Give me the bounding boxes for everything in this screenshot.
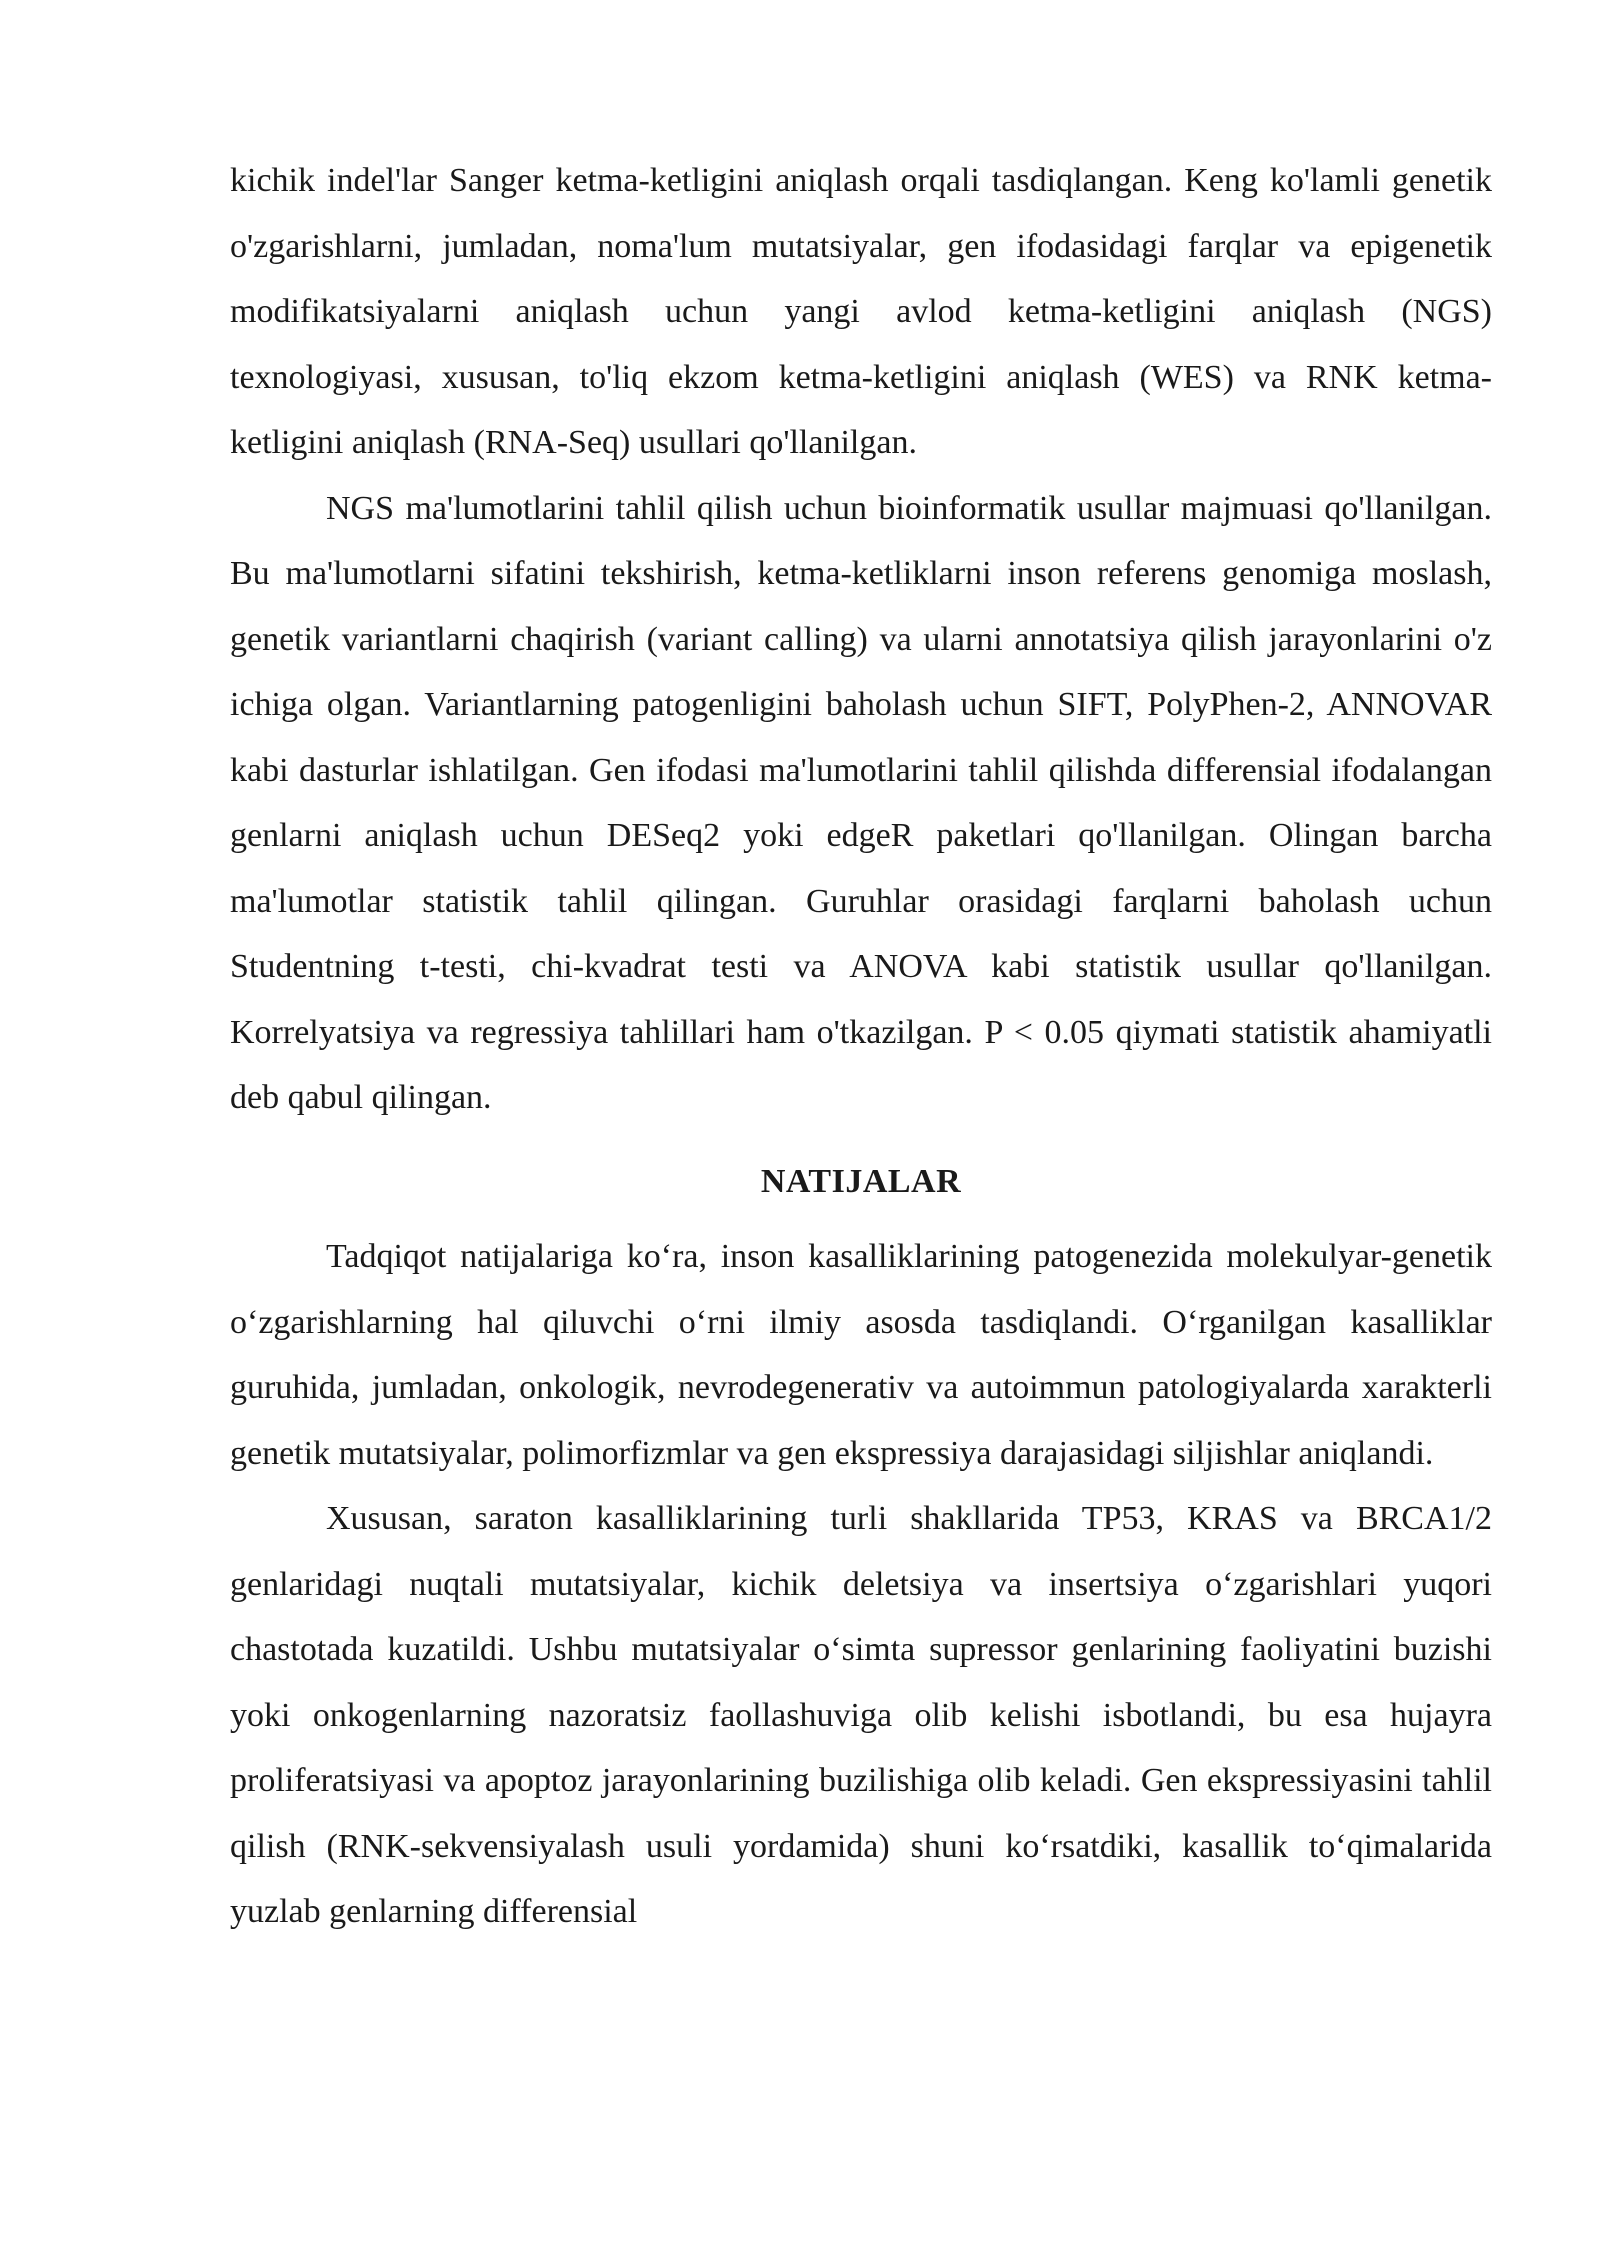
paragraph-results-cancer: Xususan, saraton kasalliklarining turli shakllarida TP53, KRAS va BRCA1/2 genlaridagi nuqtali mutatsiyalar, kichik deletsiya va insertsiya o‘zgarishlari yuqori chastotada kuzatildi. Ushbu mutatsiyalar o‘simta supressor genlarining faoliyatini buzishi yoki onkogenlarning nazoratsiz faollashuviga olib kelishi isbotlandi, bu esa hujayra proliferatsiyasi va apoptoz jarayonlarining buzilishiga olib keladi. Gen ekspressiyasini tahlil qilish (RNK-sekvensiyalash usuli yordamida) shuni ko‘rsatdiki, kasallik to‘qimalarida yuzlab genlarning differensial bbox=[230, 1500, 1492, 1930]
paragraph-methods-sequencing: kichik indel'lar Sanger ketma-ketligini aniqlash orqali tasdiqlangan. Keng ko'lamli genetik o'zgarishlarni, jumladan, noma'lum mutatsiyalar, gen ifodasidagi farqlar va epigenetik modifikatsiyalarni aniqlash uchun yangi avlod ketma-ketligini aniqlash (NGS) texnologiyasi, xususan, to'liq ekzom ketma-ketligini aniqlash (WES) va RNK ketma-ketligini aniqlash (RNA-Seq) usullari qo'llanilgan. bbox=[230, 162, 1492, 461]
document-body bbox=[230, 148, 1492, 1945]
paragraph-results-intro: Tadqiqot natijalariga ko‘ra, inson kasalliklarining patogenezida molekulyar-genetik o‘zgarishlarning hal qiluvchi o‘rni ilmiy asosda tasdiqlandi. O‘rganilgan kasalliklar guruhida, jumladan, onkologik, nevrodegenerativ va autoimmun patologiyalarda xarakterli genetik mutatsiyalar, polimorfizmlar va gen ekspressiya darajasidagi siljishlar aniqlandi. bbox=[230, 1238, 1492, 1472]
paragraph-methods-bioinformatics: NGS ma'lumotlarini tahlil qilish uchun bioinformatik usullar majmuasi qo'llanilgan. Bu ma'lumotlarni sifatini tekshirish, ketma-ketliklarni inson referens genomiga moslash, genetik variantlarni chaqirish (variant calling) va ularni annotatsiya qilish jarayonlarini o'z ichiga olgan. Variantlarning patogenligini baholash uchun SIFT, PolyPhen-2, ANNOVAR kabi dasturlar ishlatilgan. Gen ifodasi ma'lumotlarini tahlil qilishda differensial ifodalangan genlarni aniqlash uchun DESeq2 yoki edgeR paketlari qo'llanilgan. Olingan barcha ma'lumotlar statistik tahlil qilingan. Guruhlar orasidagi farqlarni baholash uchun Studentning t-testi, chi-kvadrat testi va ANOVA kabi statistik usullar qo'llanilgan. Korrelyatsiya va regressiya tahlillari ham o'tkazilgan. P < 0.05 qiymati statistik ahamiyatli deb qabul qilingan. bbox=[230, 489, 1492, 1116]
section-heading-results: NATIJALAR bbox=[760, 1162, 962, 1200]
